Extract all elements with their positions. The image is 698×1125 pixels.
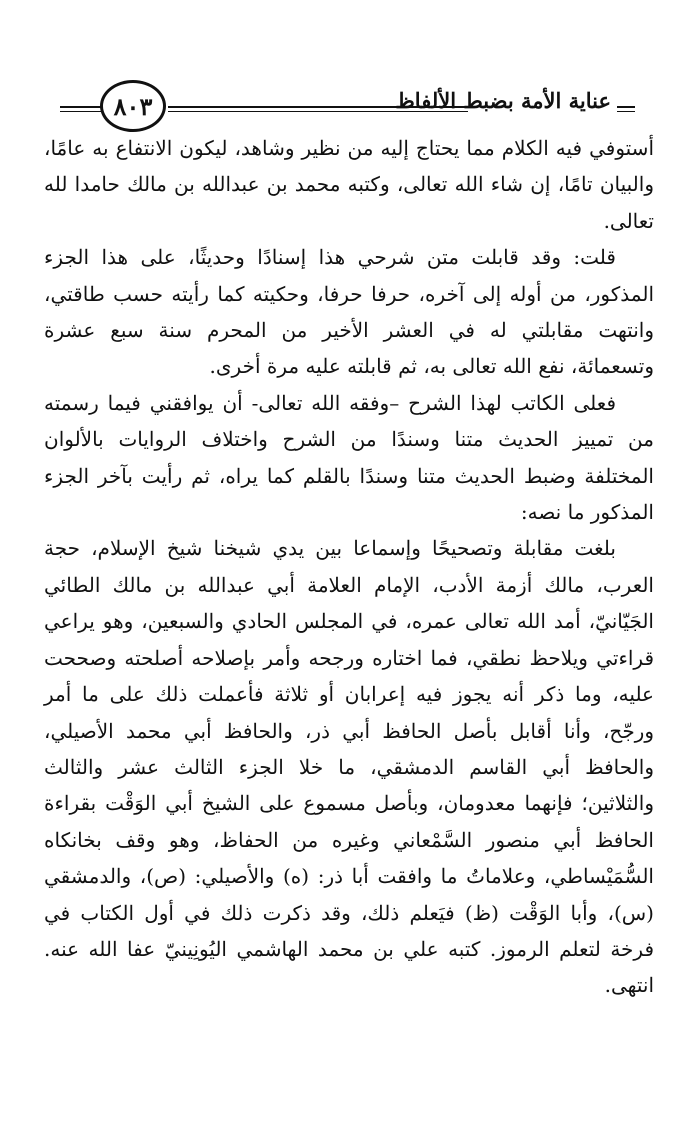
running-head-title: عناية الأمة بضبط الألفاظ — [395, 88, 611, 113]
header-rule-left — [60, 106, 102, 108]
header-rule-middle-thin — [168, 111, 468, 112]
page-number-oval — [100, 80, 166, 132]
paragraph: بلغت مقابلة وتصحيحًا وإسماعا بين يدي شيخنا شيخ الإسلام، حجة العرب، مالك أزمة الأدب، الإمام العلامة أبي عبدالله بن مالك الطائي الجَيّانيّ، أمد الله تعالى عمره، في المجلس الحادي والسبعين، وهو يراعي قراءتي ويلاحظ نطقي، فما اختاره ورجحه وأمر بإصلاحه أصلحته وصححت عليه، وما ذكر أنه يجوز فيه إعرابان أو ثلاثة فأعملت ذلك على ما أمر ورجّح، وأنا أقابل بأصل الحافظ أبي ذر، والحافظ أبي محمد الأصيلي، والحافظ أبي القاسم الدمشقي، ما خلا الجزء الثالث عشر والثالث والثلاثين؛ فإنهما معدومان، وبأصل مسموع على الشيخ أبي الوَقْت بقراءة الحافظ أبي منصور السَّمْعاني وغيره من الحفاظ، وهو وقف بخانكاه السُّمَيْساطي، وعلاماتُ ما وافقت أبا ذر: (ه) والأصيلي: (ص)، والدمشقي (س)، وأبا الوَقْت (ظ) فيَعلم ذلك، وقد ذكرت ذلك في أول الكتاب في فرخة لتعلم الرموز. كتبه علي بن محمد الهاشمي اليُونِينيّ عفا الله عنه. انتهى. — [44, 536, 654, 998]
page-header — [60, 74, 635, 134]
header-rule-right — [617, 106, 635, 108]
paragraph-continuation: أستوفي فيه الكلام مما يحتاج إليه من نظير وشاهد، ليكون الانتفاع به عامًا، والبيان تامًا، إن شاء الله تعالى، وكتبه محمد بن عبدالله بن مالك حامدا لله تعالى. — [44, 136, 654, 233]
page-number: ٨٠٣ — [113, 91, 153, 121]
header-rule-left-thin — [60, 111, 102, 112]
header-rule-middle — [168, 106, 468, 108]
paragraph: فعلى الكاتب لهذا الشرح –وفقه الله تعالى- أن يوافقني فيما رسمته من تمييز الحديث متنا وسندًا من الشرح واختلاف الروايات بالألوان المختلفة وضبط الحديث متنا وسندًا بالقلم كما يراه، ثم رأيت بآخر الجزء المذكور ما نصه: — [44, 390, 654, 525]
paragraph: قلت: وقد قابلت متن شرحي هذا إسنادًا وحديثًا، على هذا الجزء المذكور، من أوله إلى آخره، حرفا حرفا، وحكيته كما رأيته حسب طاقتي، وانتهت مقابلتي له في العشر الأخير من المحرم سنة سبع عشرة وتسعمائة، نفع الله تعالى به، ثم قابلته عليه مرة أخرى. — [44, 245, 654, 379]
body-text — [44, 130, 654, 1004]
header-rule-right-thin — [617, 111, 635, 112]
